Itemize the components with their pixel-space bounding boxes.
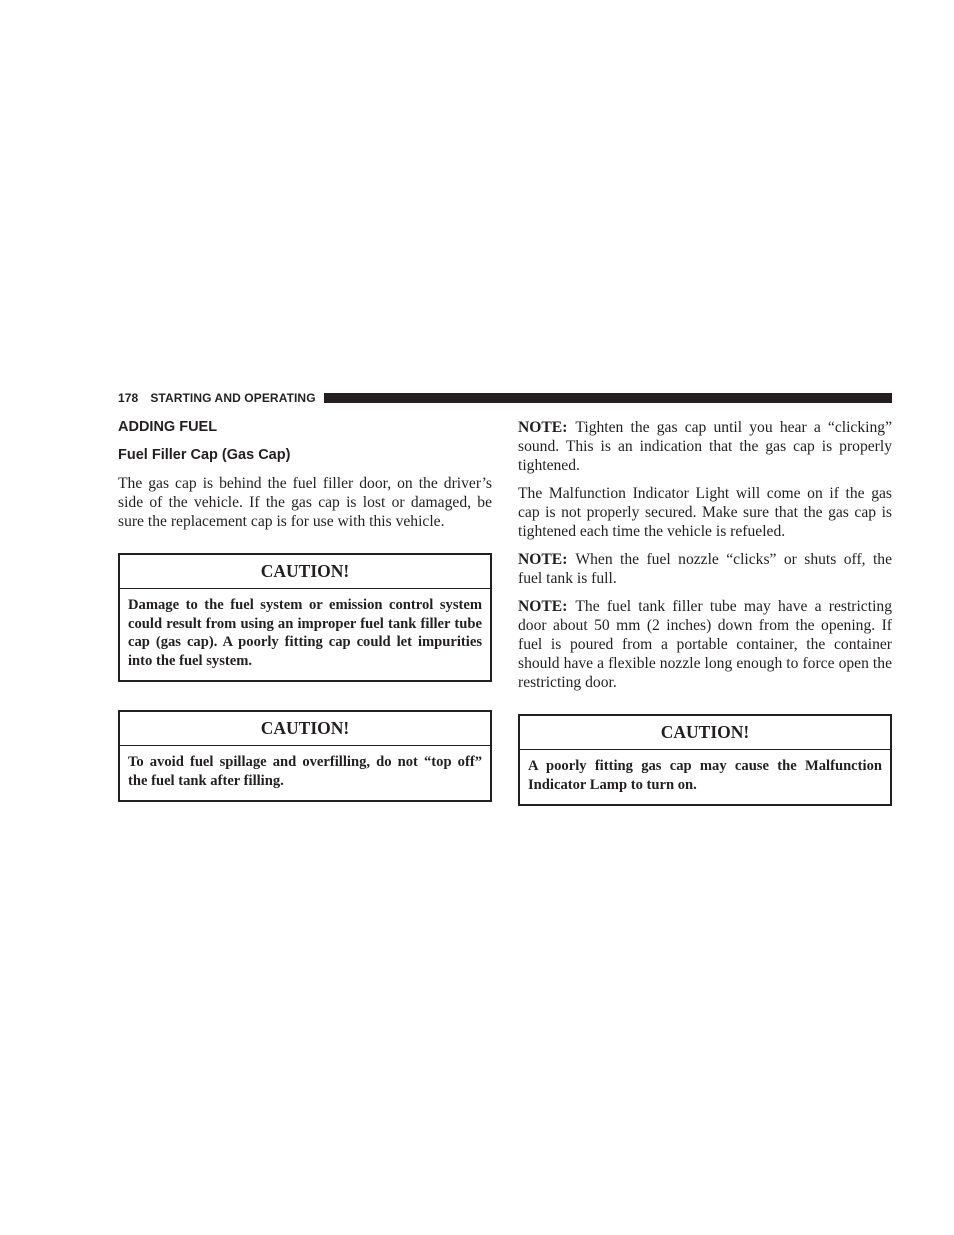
note-text: The fuel tank filler tube may have a restricting door about 50 mm (2 inches) down from the opening. If fuel is poured from a portable container, the container should have a flexible nozzle long enough to force open the restricting door. <box>518 598 892 691</box>
paragraph-malfunction-light: The Malfunction Indicator Light will come on if the gas cap is not properly secured. Make sure that the gas cap is tightened each time the vehicle is refueled. <box>518 485 892 540</box>
note-text: When the fuel nozzle “clicks” or shuts off, the fuel tank is full. <box>518 551 892 587</box>
note-nozzle <box>518 550 892 588</box>
caution-title: CAUTION! <box>120 555 490 589</box>
caution-text: To avoid fuel spillage and overfilling, do not “top off” the fuel tank after filling. <box>128 754 482 789</box>
note-restricting-door <box>518 597 892 692</box>
caution-box-malfunction-lamp <box>518 714 892 806</box>
caution-title: CAUTION! <box>120 712 490 746</box>
page-number: 178 <box>118 391 139 405</box>
note-text: Tighten the gas cap until you hear a “clicking” sound. This is an indication that the gas cap is properly tightened. <box>518 419 892 474</box>
note-label: NOTE: <box>518 551 568 568</box>
right-column <box>518 418 892 806</box>
note-label: NOTE: <box>518 598 568 615</box>
caution-title: CAUTION! <box>520 716 890 750</box>
heading-adding-fuel: ADDING FUEL <box>118 419 218 435</box>
subheading-fuel-filler-cap: Fuel Filler Cap (Gas Cap) <box>118 447 291 463</box>
note-clicking <box>518 418 892 475</box>
caution-box-fuel-system <box>118 553 492 682</box>
page-header <box>118 390 892 406</box>
note-label: NOTE: <box>518 419 568 436</box>
caution-text: Damage to the fuel system or emission control system could result from using an improper fuel tank filler tube cap (gas cap). A poorly fitting cap could let impurities into the fuel system. <box>128 597 482 669</box>
caution-text: A poorly fitting gas cap may cause the Malfunction Indicator Lamp to turn on. <box>528 758 882 793</box>
header-rule <box>324 393 892 403</box>
left-column <box>118 418 492 802</box>
paragraph-gas-cap-location: The gas cap is behind the fuel filler door, on the driver’s side of the vehicle. If the gas cap is lost or damaged, be sure the replacement cap is for use with this vehicle. <box>118 475 492 530</box>
caution-box-overfilling <box>118 710 492 802</box>
section-title: STARTING AND OPERATING <box>150 391 316 405</box>
